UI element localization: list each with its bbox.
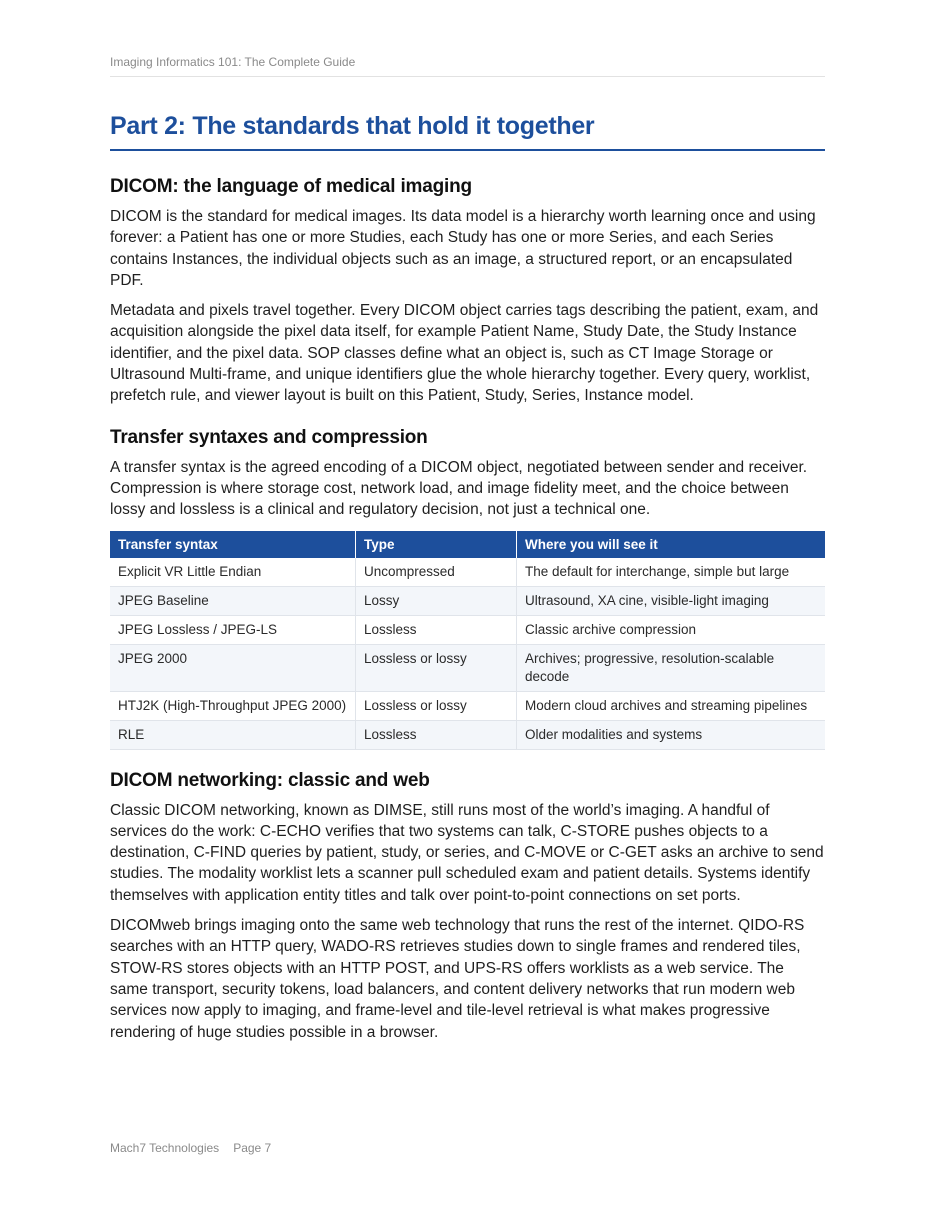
running-footer xyxy=(110,1141,271,1155)
column-header: Type xyxy=(356,531,517,558)
table-row xyxy=(110,615,825,644)
section-dicom-networking xyxy=(110,770,825,1043)
table-cell: RLE xyxy=(110,720,356,749)
table-cell: HTJ2K (High-Throughput JPEG 2000) xyxy=(110,691,356,720)
transfer-syntax-table xyxy=(110,531,825,750)
table-cell: The default for interchange, simple but large xyxy=(517,558,826,587)
table-cell: JPEG Baseline xyxy=(110,586,356,615)
paragraph: DICOM is the standard for medical images. Its data model is a hierarchy worth learning once and using forever: a Patient has one or more Studies, each Study has one or more Series, and each Series contains Instances, the individual objects such as an image, a structured report, or an encapsulated PDF. xyxy=(110,208,816,289)
table-cell: Lossless or lossy xyxy=(356,644,517,691)
table-cell: JPEG Lossless / JPEG-LS xyxy=(110,615,356,644)
section-heading: DICOM: the language of medical imaging xyxy=(110,176,472,197)
paragraph: Classic DICOM networking, known as DIMSE, still runs most of the world’s imaging. A handful of services do the work: C-ECHO verifies that two systems can talk, C-STORE pushes objects to a destination, C-FIND queries by patient, study, or series, and C-MOVE or C-GET asks an archive to send studies. The modality worklist lets a scanner pull scheduled exam and patient details. Systems identify themselves with application entity titles and talk over point-to-point connections on set ports. xyxy=(110,801,824,904)
table-row xyxy=(110,720,825,749)
table-row xyxy=(110,644,825,691)
section-heading: DICOM networking: classic and web xyxy=(110,769,430,791)
table-row xyxy=(110,691,825,720)
table-cell: Classic archive compression xyxy=(517,615,826,644)
part-title: Part 2: The standards that hold it together xyxy=(110,112,825,151)
table-cell: JPEG 2000 xyxy=(110,644,356,691)
section-transfer-syntaxes xyxy=(110,427,825,750)
paragraph: A transfer syntax is the agreed encoding of a DICOM object, negotiated between sender and receiver. Compression is where storage cost, network load, and image fidelity meet, and the choice between lossy and lossless is a clinical and regulatory decision, not just a technical one. xyxy=(110,458,808,519)
footer-company: Mach7 Technologies xyxy=(110,1141,220,1155)
column-header: Transfer syntax xyxy=(110,531,356,558)
table-cell: Lossless or lossy xyxy=(356,691,517,720)
table-cell: Lossless xyxy=(356,615,517,644)
table-cell: Modern cloud archives and streaming pipelines xyxy=(517,691,826,720)
paragraph: DICOMweb brings imaging onto the same web technology that runs the rest of the internet. QIDO-RS searches with an HTTP query, WADO-RS retrieves studies down to single frames and rendered tiles, STOW-RS stores objects with an HTTP POST, and UPS-RS offers worklists as a web service. The same transport, security tokens, load balancers, and content delivery networks that run modern web services now apply to imaging, and frame-level and tile-level retrieval is what makes progressive rendering of huge studies possible in a browser. xyxy=(110,917,805,1041)
table-cell: Archives; progressive, resolution-scalable decode xyxy=(517,644,826,691)
table-row xyxy=(110,558,825,587)
page-content xyxy=(110,176,825,1052)
table-cell: Explicit VR Little Endian xyxy=(110,558,356,587)
table-header-row xyxy=(110,531,825,558)
table-cell: Uncompressed xyxy=(356,558,517,587)
column-header: Where you will see it xyxy=(517,531,826,558)
page-number: Page 7 xyxy=(233,1141,272,1155)
paragraph: Metadata and pixels travel together. Every DICOM object carries tags describing the patient, exam, and acquisition alongside the pixel data itself, for example Patient Name, Study Date, the Study Instance identifier, and the pixel data. SOP classes define what an object is, such as CT Image Storage or Ultrasound Multi-frame, and unique identifiers glue the whole hierarchy together. Every query, worklist, prefetch rule, and viewer layout is built on this Patient, Study, Series, Instance model. xyxy=(110,302,819,405)
table-cell: Older modalities and systems xyxy=(517,720,826,749)
section-dicom xyxy=(110,176,825,407)
table-cell: Ultrasound, XA cine, visible-light imaging xyxy=(517,586,826,615)
section-heading: Transfer syntaxes and compression xyxy=(110,426,428,448)
table-cell: Lossless xyxy=(356,720,517,749)
table-row xyxy=(110,586,825,615)
running-header: Imaging Informatics 101: The Complete Guide xyxy=(110,55,825,77)
table-cell: Lossy xyxy=(356,586,517,615)
